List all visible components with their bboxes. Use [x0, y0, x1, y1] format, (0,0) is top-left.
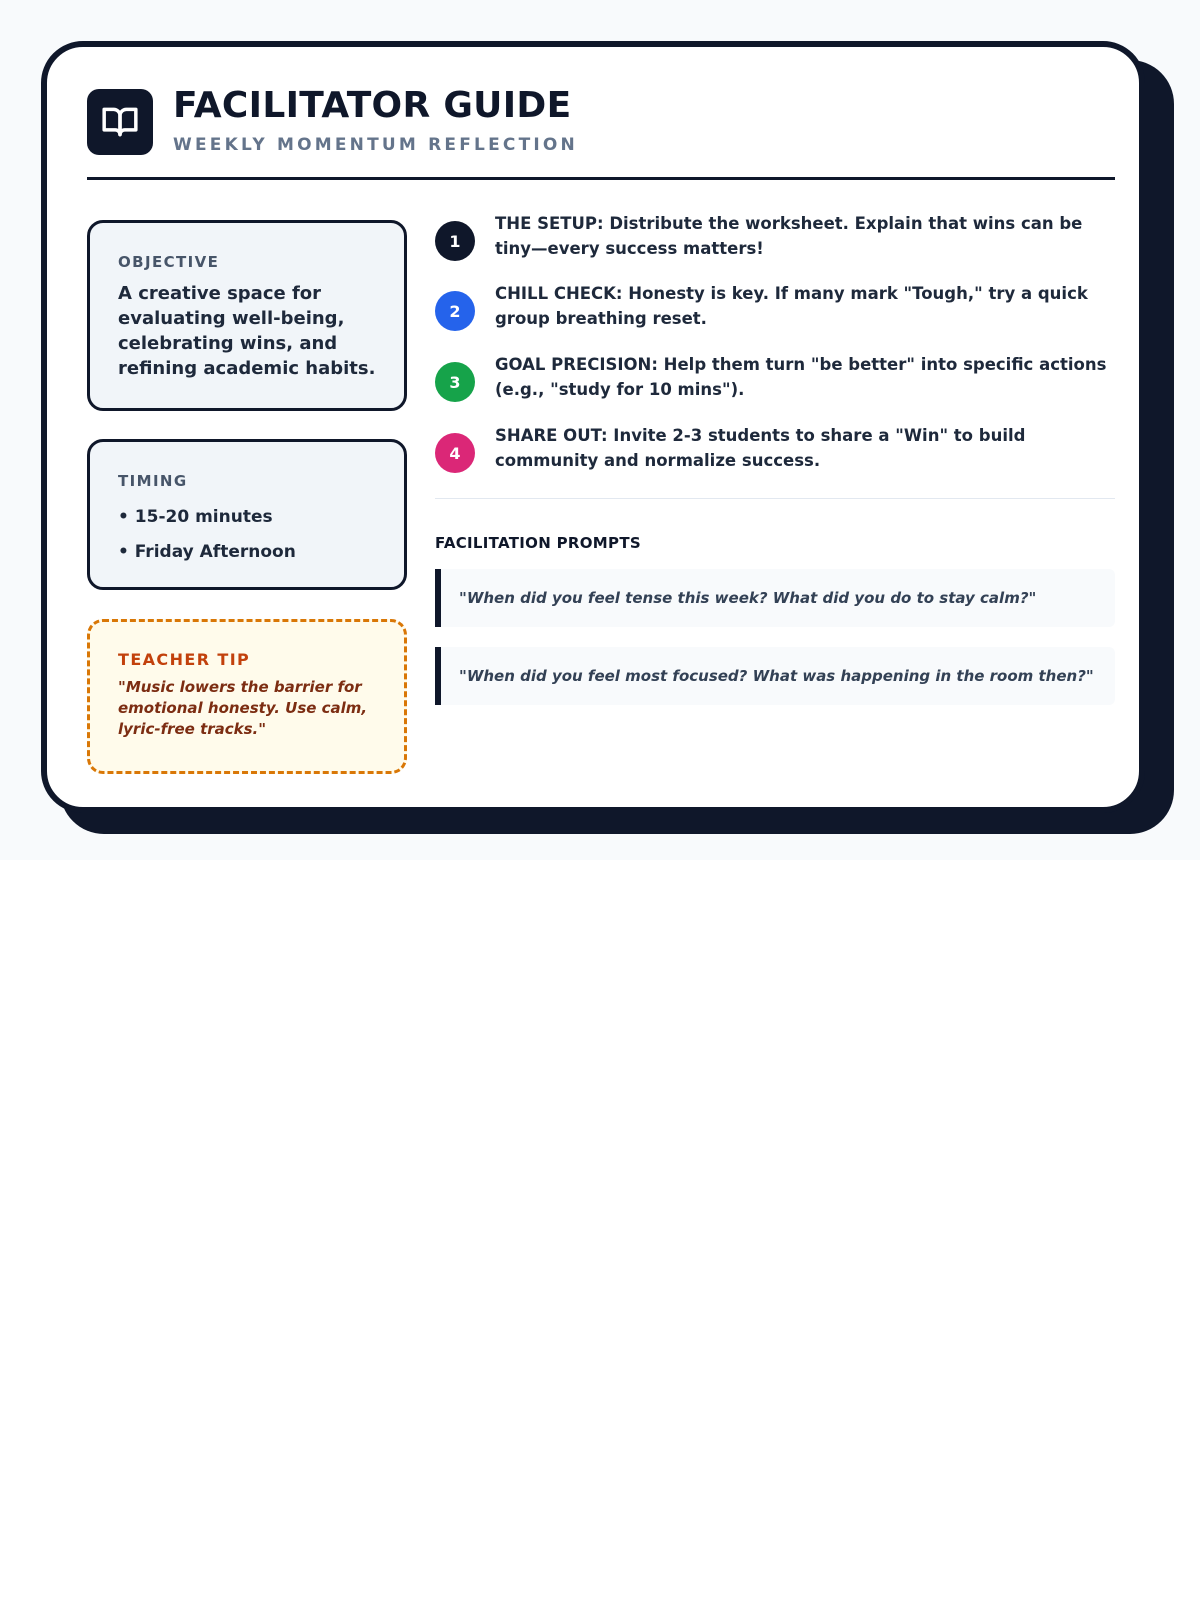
prompt-quote-1: "When did you feel tense this week? What did you do to stay calm?": [435, 569, 1115, 627]
step-4: [435, 426, 1115, 489]
timing-box: [87, 439, 407, 590]
teacher-tip-box: [87, 619, 407, 774]
section-divider: [435, 498, 1115, 499]
objective-label: OBJECTIVE: [118, 253, 220, 271]
step-3-text: GOAL PRECISION: Help them turn "be better" into specific actions (e.g., "study for 10 mins").: [495, 355, 1107, 399]
open-book-icon: [87, 89, 153, 155]
timing-label: TIMING: [118, 472, 188, 490]
facilitator-guide-card: [41, 41, 1145, 813]
timing-item-duration: • 15-20 minutes: [118, 507, 273, 527]
header-divider: [87, 177, 1115, 180]
step-3-badge: 3: [435, 362, 475, 402]
step-4-badge: 4: [435, 433, 475, 473]
step-1-badge: 1: [435, 221, 475, 261]
teacher-tip-label: TEACHER TIP: [118, 650, 251, 669]
step-1-text: THE SETUP: Distribute the worksheet. Explain that wins can be tiny—every success matters!: [495, 214, 1083, 258]
step-1: [435, 214, 1115, 277]
step-3: [435, 355, 1115, 418]
prompt-quote-2: "When did you feel most focused? What was happening in the room then?": [435, 647, 1115, 705]
step-2-text: CHILL CHECK: Honesty is key. If many mark "Tough," try a quick group breathing reset.: [495, 284, 1088, 328]
teacher-tip-text: "Music lowers the barrier for emotional honesty. Use calm, lyric-free tracks.": [118, 678, 368, 738]
step-2: [435, 284, 1115, 347]
objective-box: [87, 220, 407, 411]
step-4-text: SHARE OUT: Invite 2-3 students to share a "Win" to build community and normalize success.: [495, 426, 1026, 470]
page-title: FACILITATOR GUIDE: [173, 85, 572, 126]
step-2-badge: 2: [435, 291, 475, 331]
prompts-heading: FACILITATION PROMPTS: [435, 534, 641, 552]
objective-text: A creative space for evaluating well-being, celebrating wins, and refining academic habits.: [118, 283, 376, 379]
timing-item-day: • Friday Afternoon: [118, 542, 296, 562]
page-subtitle: WEEKLY MOMENTUM REFLECTION: [173, 135, 578, 155]
timing-list: [118, 500, 376, 570]
